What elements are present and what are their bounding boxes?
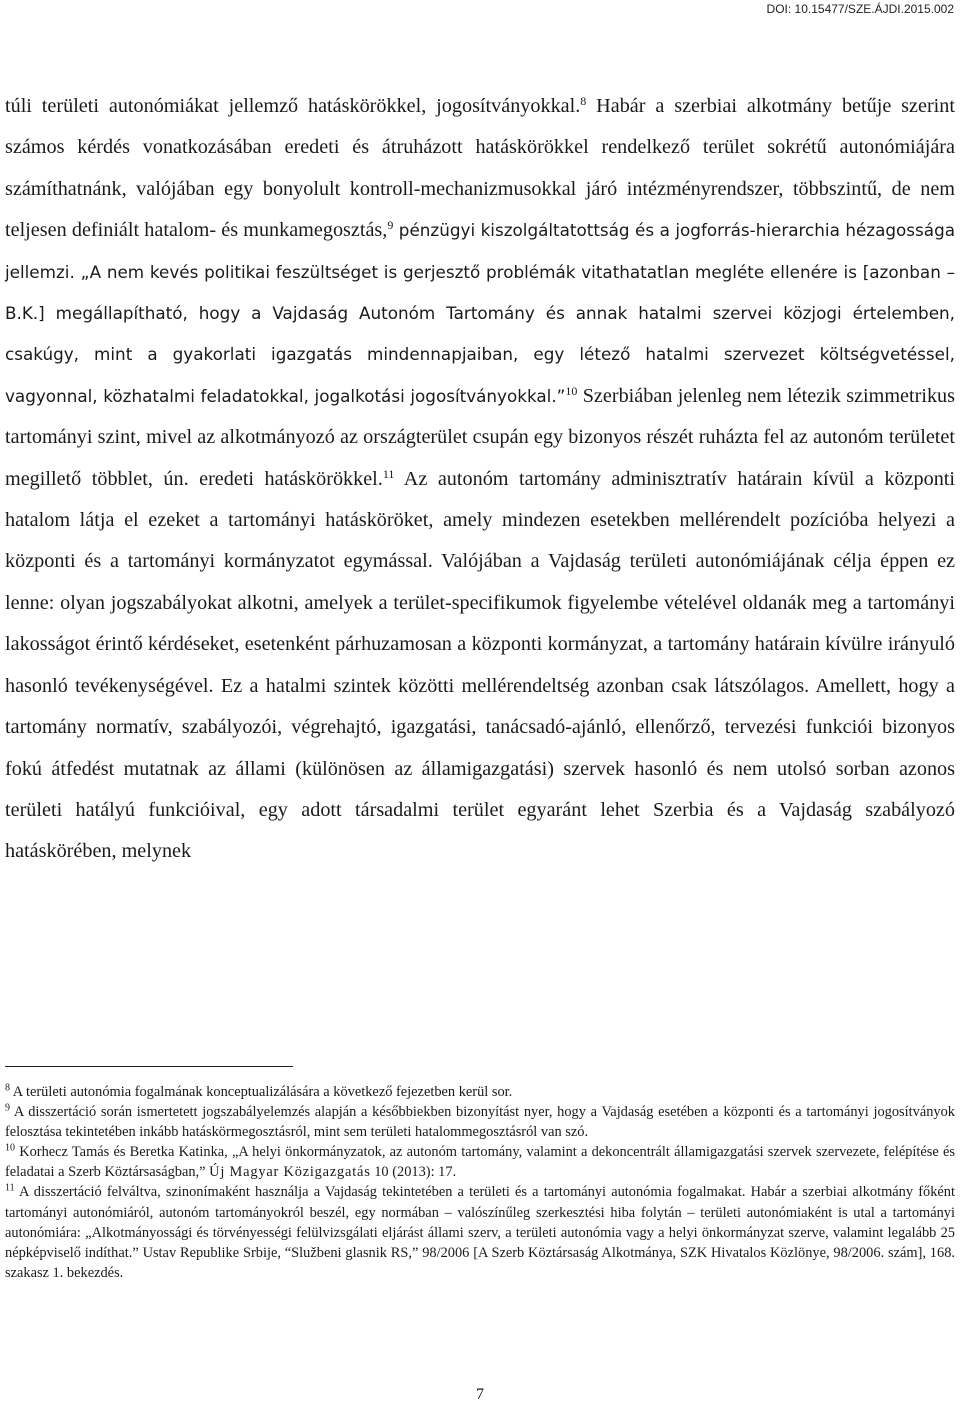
footnotes	[5, 1082, 955, 1283]
footnote-text: A disszertáció során ismertetett jogszabályelemzés alapján a későbbiekben bizonyítást nyer, hogy a Vajdaság esetében a központi és a tartományi jogosítványok felosztása tekintetében inkább hatáskörmegosztásról, mint sem területi hatalommegosztásról van szó.	[5, 1104, 955, 1141]
page-number: 7	[476, 1386, 484, 1403]
footnote-text: A területi autonómia fogalmának konceptualizálására a következő fejezetben kerül sor.	[10, 1084, 513, 1100]
body-sentence: pénzügyi kiszolgáltatottság és a jogforrás-hierarchia hézagossága jellemzi.	[5, 220, 955, 282]
footnote-text: Korhecz Tamás és Beretka Katinka, „A helyi önkormányzatok, az autonóm tartomány, valamint a dekoncentrált államigazgatási szervek szervezete, felépítése és feladatai a Szerb Köztársaságban,”	[5, 1144, 955, 1181]
body-sentence: Szerbiában jelenleg nem létezik szimmetrikus tartományi szint, mivel az alkotmányozó az országterület csupán egy bizonyos részét ruházta fel az autonóm területet megillető többlet, ún. eredeti hatáskörökkel.	[5, 384, 955, 490]
footnote-ref-9: 9	[387, 218, 394, 233]
footnote-text: A disszertáció felváltva, szinonímaként használja a Vajdaság tekintetében a területi és a tartományi autonómia fogalmakat. Habár a szerbiai alkotmány főként tartományi autonómiáról, autonóm tartományokról beszél, egy normában – valószínűleg szerkesztési hiba folytán – területi autonómiaként is utal a tartományi autonómiára: „Alkotmányossági és törvényességi felülvizsgálati eljárást állami szerv, a területi autonómia vagy a helyi önkormányzat szerve, valamint legalább 25 népképviselő indíthat.” Ustav Republike Srbije, “Službeni glasnik RS,” 98/2006 [A Szerb Köztársaság Alkotmánya, SZK Hivatalos Közlönye, 98/2006. szám], 168. szakasz 1. bekezdés.	[5, 1184, 955, 1281]
footnote-ref-8: 8	[580, 93, 587, 108]
body-text	[5, 86, 955, 873]
footnote-10	[5, 1142, 955, 1182]
footnote-ref-11: 11	[382, 466, 395, 481]
footnote-number: 10	[5, 1142, 15, 1154]
footnote-number: 8	[5, 1082, 10, 1094]
footnote-9	[5, 1102, 955, 1142]
body-paragraph	[5, 86, 955, 873]
journal-title: Új Magyar Közigazgatás	[209, 1164, 371, 1181]
footnote-ref-10: 10	[565, 383, 578, 398]
quotation: „A nem kevés politikai feszültséget is gerjesztő problémák vitathatatlan megléte ellenére is [azonban – B.K.] megállapítható, hogy a Vajdaság Autonóm Tartomány és annak hatalmi szervei közjogi értelemben, csakúgy, mint a gyakorlati igazgatás mindennapjaiban, egy létező hatalmi szervezet költségvetéssel, vagyonnal, közhatalmi feladatokkal, jogalkotási jogosítványokkal.”	[5, 261, 955, 406]
body-sentence: Az autonóm tartomány adminisztratív határain kívül a központi hatalom látja el ezeket a tartományi hatásköröket, amely mindezen esetekben mellérendelt pozícióba helyezi a központi és a tartományi kormányzatot egymással. Valójában a Vajdaság területi autonómiájának célja éppen ez lenne: olyan jogszabályokat alkotni, amelyek a terület-specifikumok figyelembe vételével oldanák meg a tartományi lakosságot érintő kérdéseket, esetenként párhuzamosan a központi kormányzat, a tartomány határain kívülre irányuló hasonló tevékenységével. Ez a hatalmi szintek közötti mellérendeltség azonban csak látszólagos. Amellett, hogy a tartomány normatív, szabályozói, végrehajtó, igazgatási, tanácsadó-ajánló, ellenőrző, tervezési funkciói bizonyos fokú átfedést mutatnak az állami (különösen az államigazgatási) szervek hasonló és nem utolsó sorban azonos területi hatályú funkcióival, egy adott társadalmi terület egyaránt lehet Szerbia és a Vajdaság szabályozó hatáskörében, melynek	[5, 467, 956, 863]
footnote-11	[5, 1182, 955, 1282]
footnote-number: 11	[5, 1182, 15, 1194]
footnote-8	[5, 1082, 955, 1102]
body-sentence: túli területi autonómiákat jellemző hatáskörökkel, jogosítványokkal.	[5, 95, 581, 117]
footnote-number: 9	[5, 1102, 10, 1114]
body-sentence: Habár a szerbiai alkotmány betűje szerint számos kérdés vonatkozásában eredeti és átruházott hatáskörökkel rendelkező terület sokrétű autonómiájára számíthatnánk, valójában egy bonyolult kontroll-mechanizmusokkal járó intézményrendszer, többszintű, de nem teljesen definiált hatalom- és munkamegosztás,	[5, 95, 955, 242]
footnote-separator	[5, 1066, 293, 1067]
doi-header: DOI: 10.15477/SZE.ÁJDI.2015.002	[766, 2, 954, 16]
footnote-text: 10 (2013): 17.	[370, 1164, 457, 1181]
